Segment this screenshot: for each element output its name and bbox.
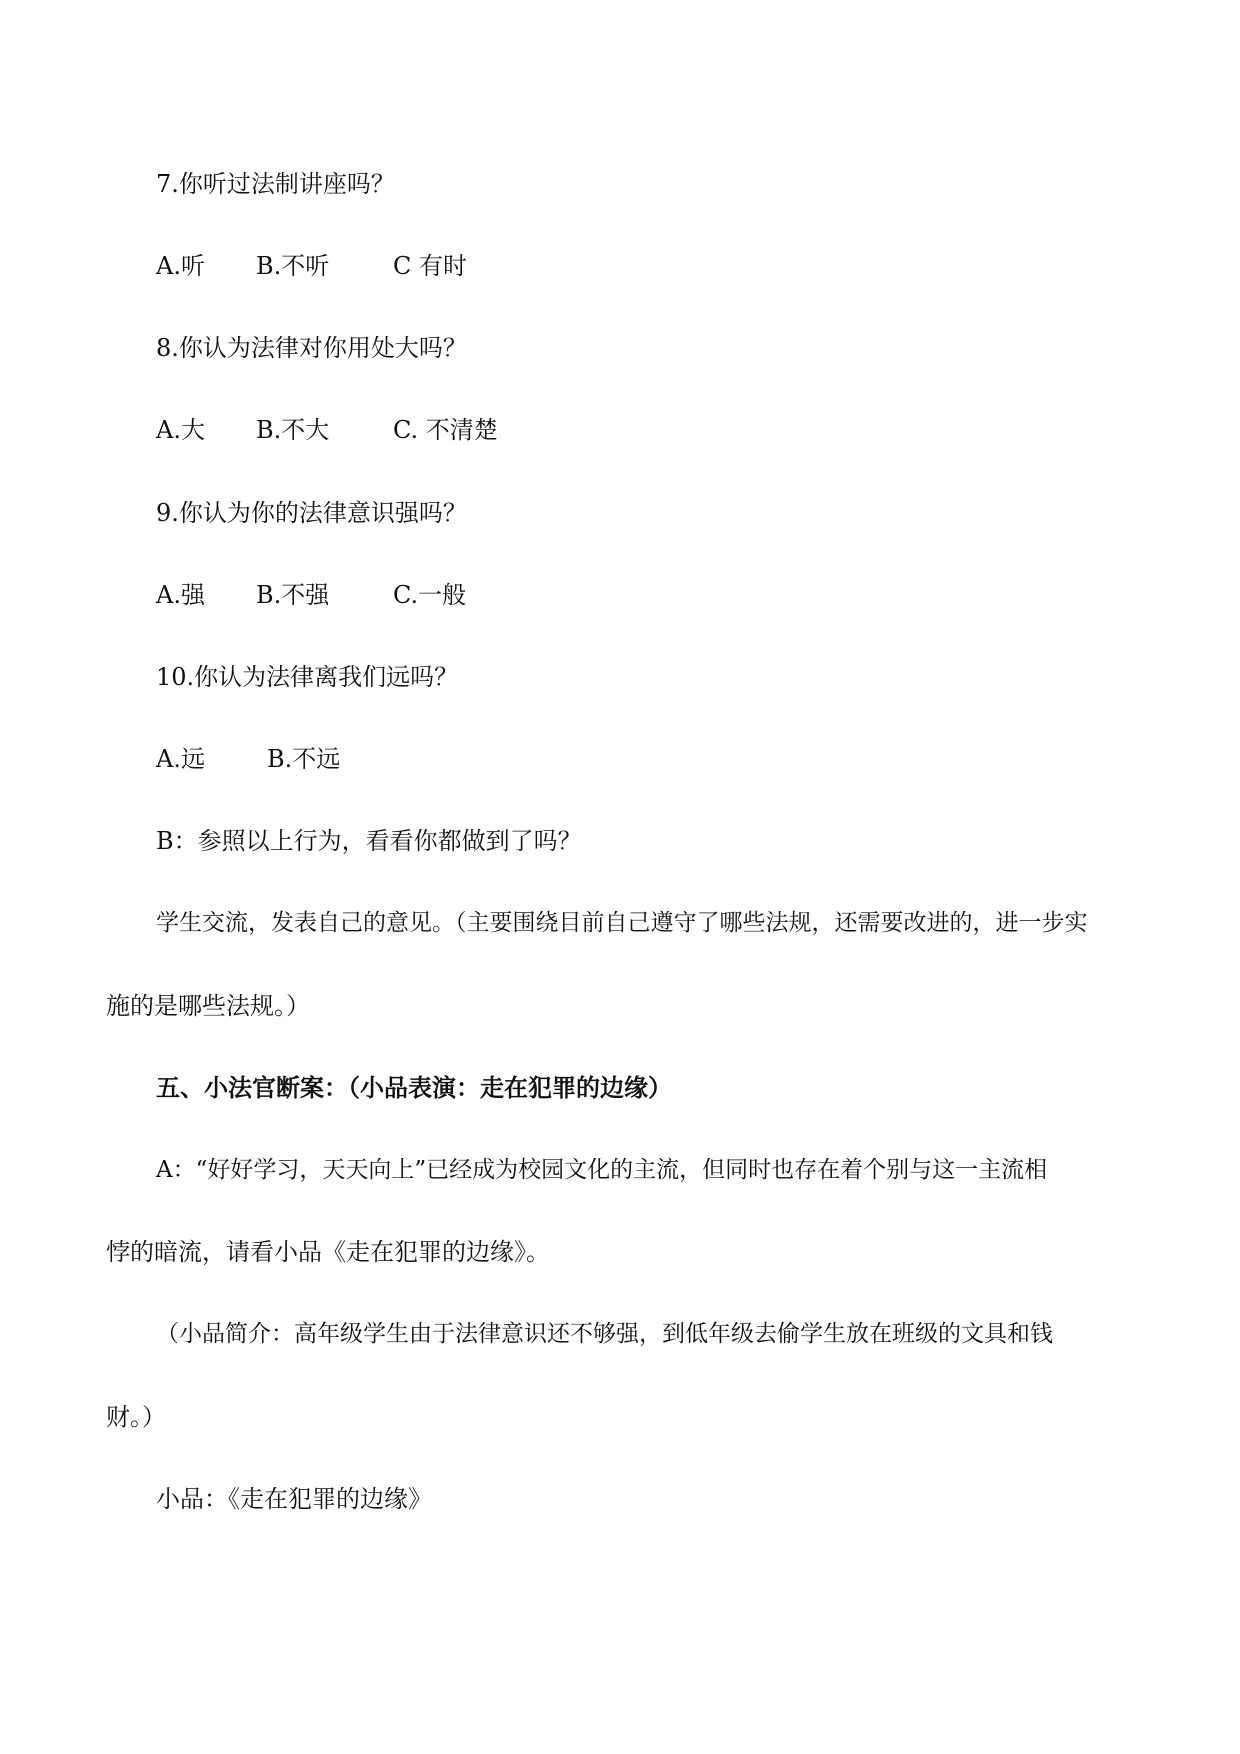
section-b-prompt: B：参照以上行为，看看你都做到了吗？ bbox=[156, 827, 582, 855]
section-five-heading: 五、小法官断案：（小品表演：走在犯罪的边缘） bbox=[156, 1074, 672, 1102]
skit-title: 小品：《走在犯罪的边缘》 bbox=[156, 1485, 432, 1513]
option-a: A.听 bbox=[156, 252, 205, 280]
question-7: 7.你听过法制讲座吗？ bbox=[156, 170, 395, 198]
option-c: C.一般 bbox=[393, 581, 467, 609]
option-b: B.不远 bbox=[267, 745, 341, 773]
discussion-paragraph-line-2: 施的是哪些法规。） bbox=[106, 992, 310, 1020]
skit-intro-line-2: 财。） bbox=[106, 1403, 166, 1431]
option-c: C 有时 bbox=[393, 252, 467, 280]
skit-intro-line-1: （小品简介：高年级学生由于法律意识还不够强，到低年级去偷学生放在班级的文具和钱 bbox=[156, 1321, 1053, 1347]
option-b: B.不强 bbox=[256, 581, 330, 609]
question-9: 9.你认为你的法律意识强吗？ bbox=[156, 499, 467, 527]
question-8: 8.你认为法律对你用处大吗？ bbox=[156, 334, 467, 362]
question-10: 10.你认为法律离我们远吗？ bbox=[156, 663, 459, 691]
option-a: A.强 bbox=[156, 581, 205, 609]
section-a-paragraph-line-1: A：“好好学习，天天向上”已经成为校园文化的主流，但同时也存在着个别与这一主流相 bbox=[156, 1157, 1048, 1183]
option-a: A.大 bbox=[156, 416, 205, 444]
section-a-paragraph-line-2: 悖的暗流，请看小品《走在犯罪的边缘》。 bbox=[106, 1238, 550, 1266]
option-a: A.远 bbox=[156, 745, 205, 773]
option-c: C. 不清楚 bbox=[393, 416, 498, 444]
discussion-paragraph-line-1: 学生交流，发表自己的意见。（主要围绕目前自己遵守了哪些法规，还需要改进的，进一步实 bbox=[156, 910, 1088, 936]
option-b: B.不大 bbox=[256, 416, 330, 444]
option-b: B.不听 bbox=[256, 252, 330, 280]
